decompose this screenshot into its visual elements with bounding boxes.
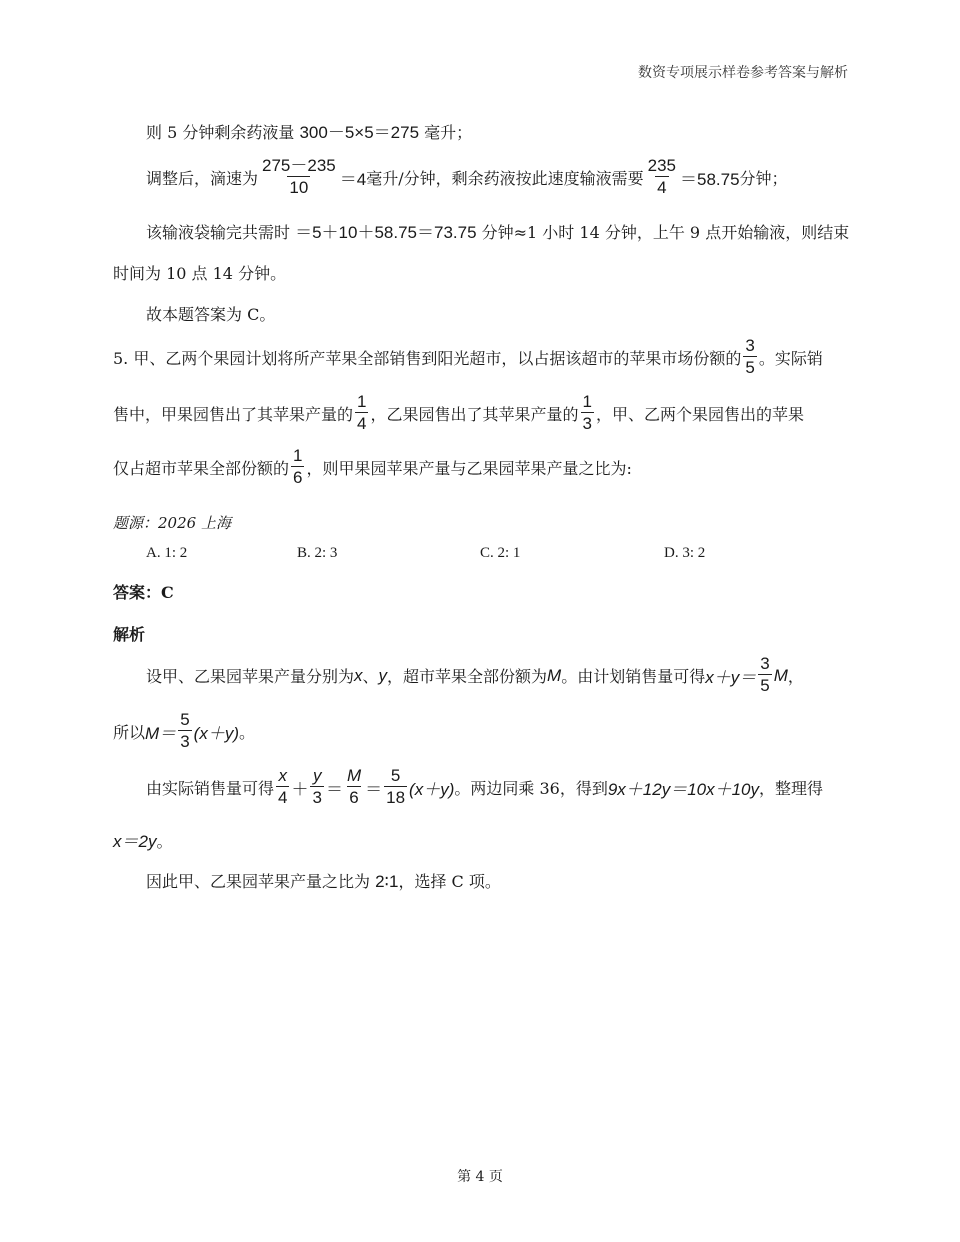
question-line-3: 仅占超市苹果全部份额的 $\frac{1}{6}$ ，则甲果园苹果产量与乙果园苹果产量之比为:	[113, 446, 632, 487]
analysis-line-5: 因此甲、乙果园苹果产量之比为 2∶1，选择 C 项。	[146, 872, 501, 891]
solution-line-3: 该输液袋输完共需时 ＝5＋10＋58.75＝73.75 分钟≈1 小时 14 分钟，上午 9 点开始输液，则结束	[146, 223, 850, 242]
analysis-line-3: 由实际销售量可得 $\frac{x}{4}$ ＋ $\frac{y}{3}$ ＝ $\frac{M}{6}$ ＝ $\frac{5}{18}$ (x＋y) 。两边同乘 36，得到 9x＋12y＝10x＋10y ，整理得	[146, 766, 824, 807]
fraction: $\frac{1}{6}$	[293, 446, 303, 487]
variable-x: x	[354, 665, 363, 685]
option-b: B. 2: 3	[297, 545, 338, 561]
fraction: $\frac{x}{4}$	[278, 766, 288, 807]
page-number: 第 4 页	[457, 1169, 503, 1185]
solution-line-2: 调整后，滴速为 $\frac{275-235}{10}$ ＝4 毫升/分钟，剩余药液按此速度输液需要 $\frac{235}{4}$ ＝58.75 分钟；	[146, 156, 788, 197]
fraction: $\frac{275-235}{10}$	[262, 156, 336, 197]
solution-line-4: 时间为 10 点 14 分钟。	[113, 264, 287, 283]
solution-line-1: 则 5 分钟剩余药液量 300－5×5＝275 毫升；	[146, 123, 473, 142]
solution-line-5: 故本题答案为 C。	[146, 305, 276, 324]
math-expression: 300－5×5＝275	[299, 123, 420, 142]
fraction: $\frac{M}{6}$	[346, 766, 362, 807]
fraction: $\frac{3}{5}$	[745, 336, 755, 377]
page-header: 数资专项展示样卷参考答案与解析	[638, 65, 848, 81]
fraction: $\frac{3}{5}$	[760, 654, 770, 695]
fraction: $\frac{5}{3}$	[180, 710, 190, 751]
fraction: $\frac{5}{18}$	[386, 766, 406, 807]
analysis-line-2: 所以 M＝ $\frac{5}{3}$ (x＋y) 。	[113, 710, 255, 751]
fraction: $\frac{y}{3}$	[312, 766, 322, 807]
fraction: $\frac{1}{3}$	[582, 392, 592, 433]
option-c: C. 2: 1	[480, 545, 521, 561]
option-d: D. 3: 2	[664, 545, 706, 561]
variable-y: y	[378, 665, 388, 685]
analysis-line-4: x＝2y。	[113, 832, 173, 851]
analysis-heading: 解析	[113, 625, 146, 644]
variable-m: M	[547, 665, 562, 685]
answer-label: 答案：C	[113, 583, 174, 602]
option-a: A. 1: 2	[146, 545, 188, 561]
question-line-2: 售中，甲果园售出了其苹果产量的 $\frac{1}{4}$ ，乙果园售出了其苹果产量的 $\frac{1}{3}$ ，甲、乙两个果园售出的苹果	[113, 392, 804, 433]
math-expression: ＝5＋10＋58.75＝73.75	[295, 223, 477, 242]
fraction: $\frac{1}{4}$	[357, 392, 367, 433]
fraction: $\frac{235}{4}$	[647, 156, 676, 197]
question-line-1: 5. 甲、乙两个果园计划将所产苹果全部销售到阳光超市，以占据该超市的苹果市场份额的 $\frac{3}{5}$ 。实际销	[113, 336, 823, 377]
question-source: 题源：2026 上海	[113, 514, 231, 532]
analysis-line-1: 设甲、乙果园苹果产量分别为 x 、 y ，超市苹果全部份额为 M 。由计划销售量可得 x＋y＝ $\frac{3}{5}$ M ，	[146, 654, 804, 695]
